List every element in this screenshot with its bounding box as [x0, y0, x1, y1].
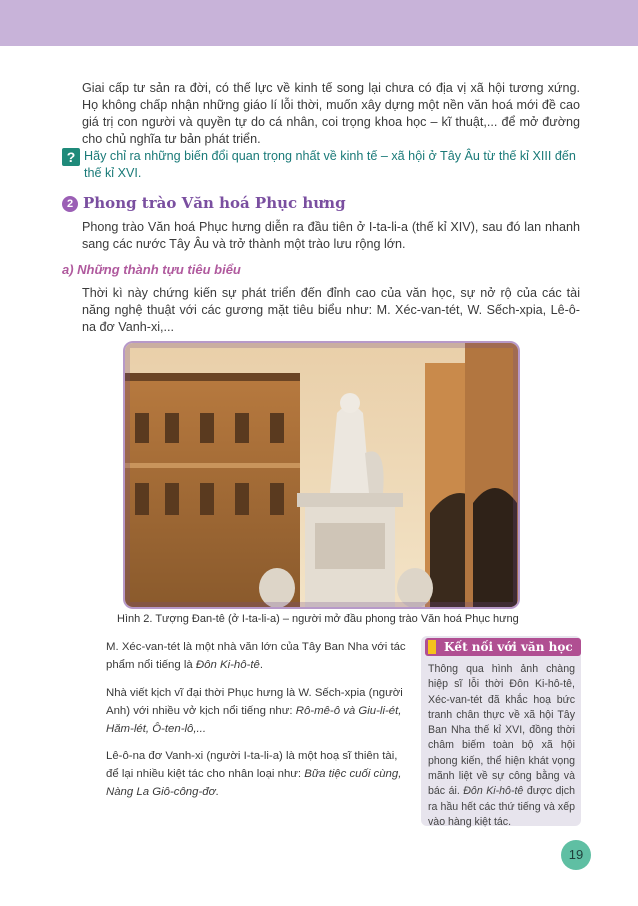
figure-caption: Hình 2. Tượng Đan-tê (ở I-ta-li-a) – người mở đầu phong trào Văn hoá Phục hưng — [117, 613, 519, 625]
subsection-paragraph: Thời kì này chứng kiến sự phát triển đến đỉnh cao của văn học, sự nở rộ của các tài năng nghệ thuật với các gương mặt tiêu biểu như: M. Xéc-van-tét, W. Sếch-xpia, Lê-ô-na đơ Vanh-xi,... — [82, 286, 580, 334]
page-number: 19 — [561, 840, 591, 870]
sidebar-body — [428, 662, 575, 830]
sidebar-book-title: Đôn Ki-hô-tê — [463, 785, 524, 798]
header-band — [0, 0, 638, 46]
left-paragraph-1 — [106, 638, 406, 674]
question-icon: ? — [62, 148, 80, 166]
left-p3-text: Lê-ô-na đơ Vanh-xi (người I-ta-li-a) là một hoạ sĩ thiên tài, để lại nhiều kiệt tác cho nhân loại như: — [106, 750, 398, 780]
bookmark-icon — [428, 640, 436, 654]
sidebar-title: Kết nối với văn học — [444, 640, 573, 654]
left-p1-title: Đôn Ki-hô-tê — [195, 659, 260, 671]
left-p2-text: Nhà viết kịch vĩ đại thời Phục hưng là W. Sếch-xpia (người Anh) với nhiều vở kịch nổi tiếng như: — [106, 687, 403, 717]
left-paragraph-3 — [106, 747, 406, 801]
left-p1-end: . — [259, 659, 264, 671]
question-text: Hãy chỉ ra những biến đổi quan trọng nhất về kinh tế – xã hội ở Tây Âu từ thế kỉ XIII đến thế kỉ XVI. — [84, 149, 576, 180]
sidebar-text-2: được dịch ra hầu hết các thứ tiếng và xếp vào hàng kiệt tác. — [428, 785, 575, 828]
left-p3-end: . — [215, 786, 219, 798]
intro-paragraph: Giai cấp tư sản ra đời, có thế lực về kinh tế song lại chưa có địa vị xã hội tương xứng. Họ không chấp nhận những giáo lí lỗi thời, muốn xây dựng một nền văn hoá mới đề cao giá trị con người và quyền tự do cá nhân, coi trọng khoa học – kĩ thuật,... để mở đường cho chủ nghĩa tư bản phát triển. — [82, 81, 580, 146]
sidebar-text-1: Thông qua hình ảnh chàng hiệp sĩ lỗi thời Đôn Ki-hô-tê, Xéc-van-tét đã khắc hoạ bức tranh chân thực về xã hội Tây Ban Nha thế kỉ XVI, đồng thời châm biếm toàn bộ xã hội phong kiến, thể hiện khát vọng mãnh liệt về sự công bằng và bác ái. — [428, 663, 575, 798]
section-paragraph: Phong trào Văn hoá Phục hưng diễn ra đầu tiên ở I-ta-li-a (thế kỉ XIV), sau đó lan nhanh sang các nước Tây Âu và trở thành một trào lưu rộng lớn. — [82, 220, 580, 251]
left-paragraph-2 — [106, 684, 406, 738]
left-p3-titles: Bữa tiệc cuối cùng, Nàng La Giô-công-đơ — [106, 768, 402, 798]
dante-statue-photo — [123, 341, 520, 609]
left-p1-text: M. Xéc-van-tét là một nhà văn lớn của Tây Ban Nha với tác phẩm nổi tiếng là — [106, 641, 406, 671]
left-p2-titles: Rô-mê-ô và Giu-li-ét, Hăm-lét, Ô-ten-lô,... — [106, 705, 402, 735]
section-title: Phong trào Văn hoá Phục hưng — [83, 194, 346, 212]
section-number-badge: 2 — [62, 196, 78, 212]
subsection-title: a) Những thành tựu tiêu biểu — [62, 262, 241, 277]
